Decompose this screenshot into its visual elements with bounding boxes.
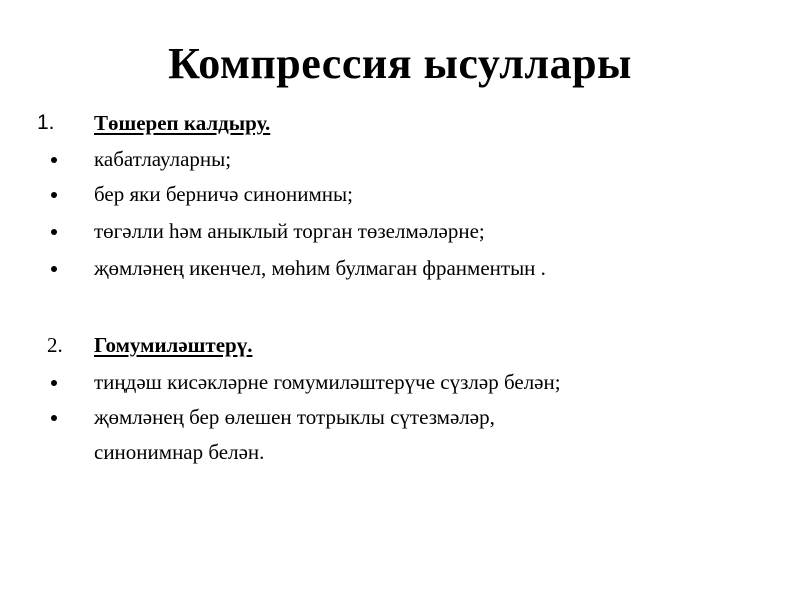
bullet-icon [51,192,57,198]
list-item: җөмләнең бер өлешен тотрыклы сүтезмәләр, [94,405,495,429]
list-item: җөмләнең икенчел, мөһим булмаган франментын . [94,256,546,280]
bullet-icon [51,380,57,386]
list-item: тиңдәш кисәкләрне гомумиләштерүче сүзләр белән; [94,370,561,394]
bullet-icon [51,415,57,421]
bullet-icon [51,157,57,163]
section-1-number: 1. [37,111,55,134]
list-item-continuation: синонимнар белән. [94,440,265,464]
bullet-icon [51,229,57,235]
slide-title: Компрессия ысуллары [168,39,632,88]
section-1-heading: Төшереп калдыру. [94,111,271,135]
list-item: бер яки берничә синонимны; [94,182,353,206]
section-2-number: 2. [47,333,63,357]
list-item: төгәлли һәм аныклый торган төзелмәләрне; [94,219,485,243]
list-item: кабатлауларны; [94,147,232,171]
section-2-heading: Гомумиләштерү. [94,333,253,357]
bullet-icon [51,266,57,272]
